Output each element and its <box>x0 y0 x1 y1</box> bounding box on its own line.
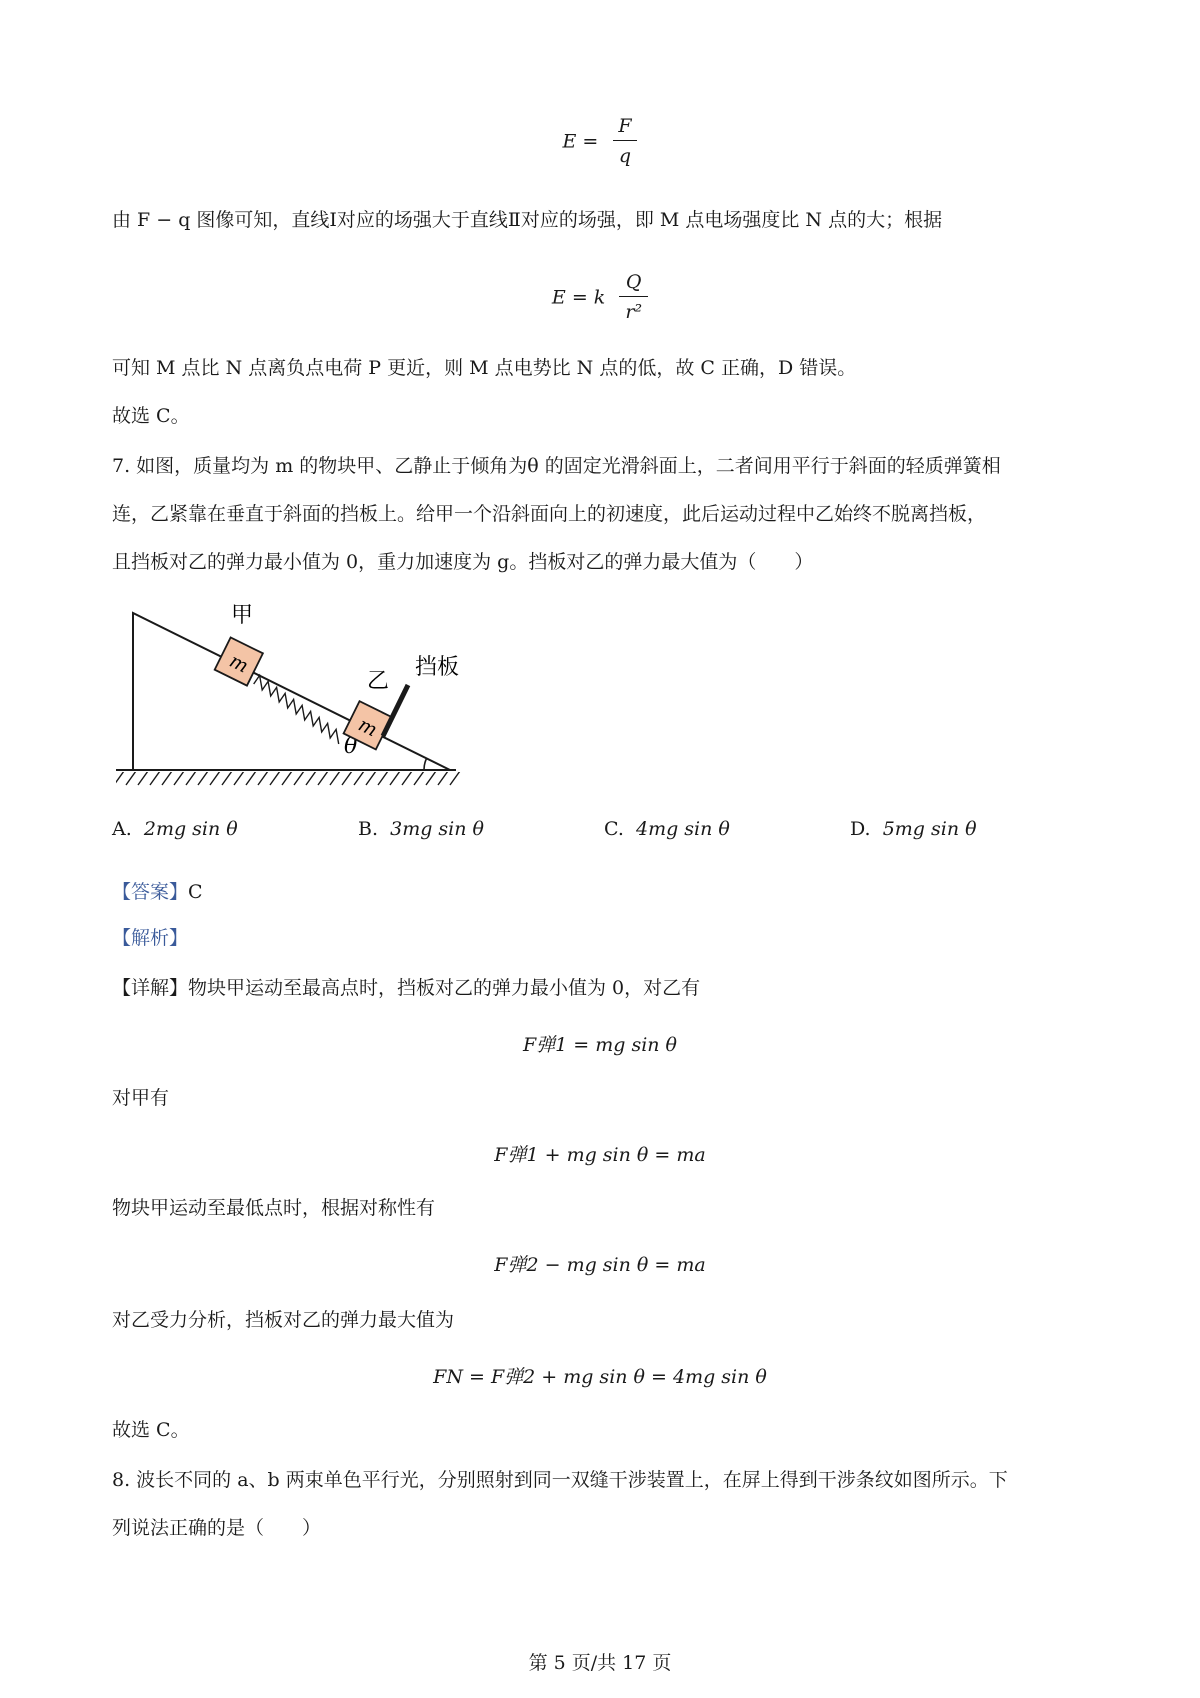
incline-figure <box>100 590 520 790</box>
option-c <box>604 818 730 840</box>
option-text: 4mg sin θ <box>636 818 730 840</box>
equation-3: F弹2 − mg sin θ = ma <box>494 1254 706 1276</box>
option-b <box>358 818 484 840</box>
question-8-line-2: 列说法正确的是（ ） <box>112 1517 322 1539</box>
option-key: D. <box>850 818 871 840</box>
fraction-denominator: r² <box>619 296 648 327</box>
analysis-line <box>112 926 1102 950</box>
option-text: 2mg sin θ <box>143 818 238 840</box>
fraction <box>619 268 648 327</box>
detail-tag: 【详解】 <box>112 977 189 999</box>
fraction <box>612 112 637 171</box>
option-text: 5mg sin θ <box>882 818 977 840</box>
detail-text: 物块甲运动至最高点时，挡板对乙的弹力最小值为 0，对乙有 <box>188 977 701 999</box>
equation-e-kq-r2 <box>0 268 1200 327</box>
angle-theta-label: θ <box>344 734 358 759</box>
fraction-numerator: F <box>618 115 632 137</box>
question-7-line-1: 7. 如图，质量均为 m 的物块甲、乙静止于倾角为θ 的固定光滑斜面上，二者间用平行于斜面的轻质弹簧相 <box>112 455 1001 477</box>
label-board: 挡板 <box>415 655 460 680</box>
paragraph-select-c: 故选 C。 <box>112 1419 190 1441</box>
equation-e-f-q <box>0 112 1200 171</box>
angle-arc <box>424 758 427 770</box>
detail-line <box>112 976 1102 1000</box>
analysis-tag: 【解析】 <box>112 927 189 949</box>
option-key: B. <box>358 818 379 840</box>
equation-lhs: E = <box>562 130 599 153</box>
fraction-denominator: q <box>613 140 637 171</box>
equation-4: FN = F弹2 + mg sin θ = 4mg sin θ <box>433 1366 767 1388</box>
label-yi: 乙 <box>367 669 390 694</box>
equation-1: F弹1 = mg sin θ <box>522 1034 678 1056</box>
paragraph-lowest-point: 物块甲运动至最低点时，根据对称性有 <box>112 1197 436 1219</box>
block-yi-mass-label: m <box>354 713 381 742</box>
question-8-line-1: 8. 波长不同的 a、b 两束单色平行光，分别照射到同一双缝干涉装置上，在屏上得到干涉条纹如图所示。下 <box>112 1469 1008 1491</box>
label-jia: 甲 <box>231 603 254 628</box>
spring <box>254 675 339 744</box>
answer-value: C <box>188 881 203 903</box>
option-key: A. <box>112 818 132 840</box>
paragraph-potential: 可知 M 点比 N 点离负点电荷 P 更近，则 M 点电势比 N 点的低，故 C 正确，D 错误。 <box>112 357 857 379</box>
paragraph-choose-c: 故选 C。 <box>112 405 190 427</box>
fraction-numerator: Q <box>625 271 642 293</box>
page-footer: 第 5 页/共 17 页 <box>528 1652 672 1674</box>
block-jia <box>215 637 263 685</box>
option-a <box>112 818 238 840</box>
option-key: C. <box>604 818 624 840</box>
question-7-line-3: 且挡板对乙的弹力最小值为 0，重力加速度为 g。挡板对乙的弹力最大值为（ ） <box>112 551 814 573</box>
equation-2: F弹1 + mg sin θ = ma <box>494 1144 706 1166</box>
answer-line <box>112 880 1102 904</box>
answer-tag: 【答案】 <box>112 881 189 903</box>
option-text: 3mg sin θ <box>390 818 484 840</box>
equation-lhs: E = k <box>551 286 606 309</box>
block-jia-mass-label: m <box>225 649 252 678</box>
option-d <box>850 818 977 840</box>
question-7-line-2: 连，乙紧靠在垂直于斜面的挡板上。给甲一个沿斜面向上的初速度，此后运动过程中乙始终不脱离挡板， <box>112 503 987 525</box>
ground-hatching <box>114 771 460 785</box>
paragraph-field-comparison: 由 F − q 图像可知，直线Ⅰ对应的场强大于直线Ⅱ对应的场强，即 M 点电场强度比 N 点的大；根据 <box>112 209 943 231</box>
paragraph-dui-jia: 对甲有 <box>112 1087 170 1109</box>
paragraph-force-analysis: 对乙受力分析，挡板对乙的弹力最大值为 <box>112 1309 455 1331</box>
